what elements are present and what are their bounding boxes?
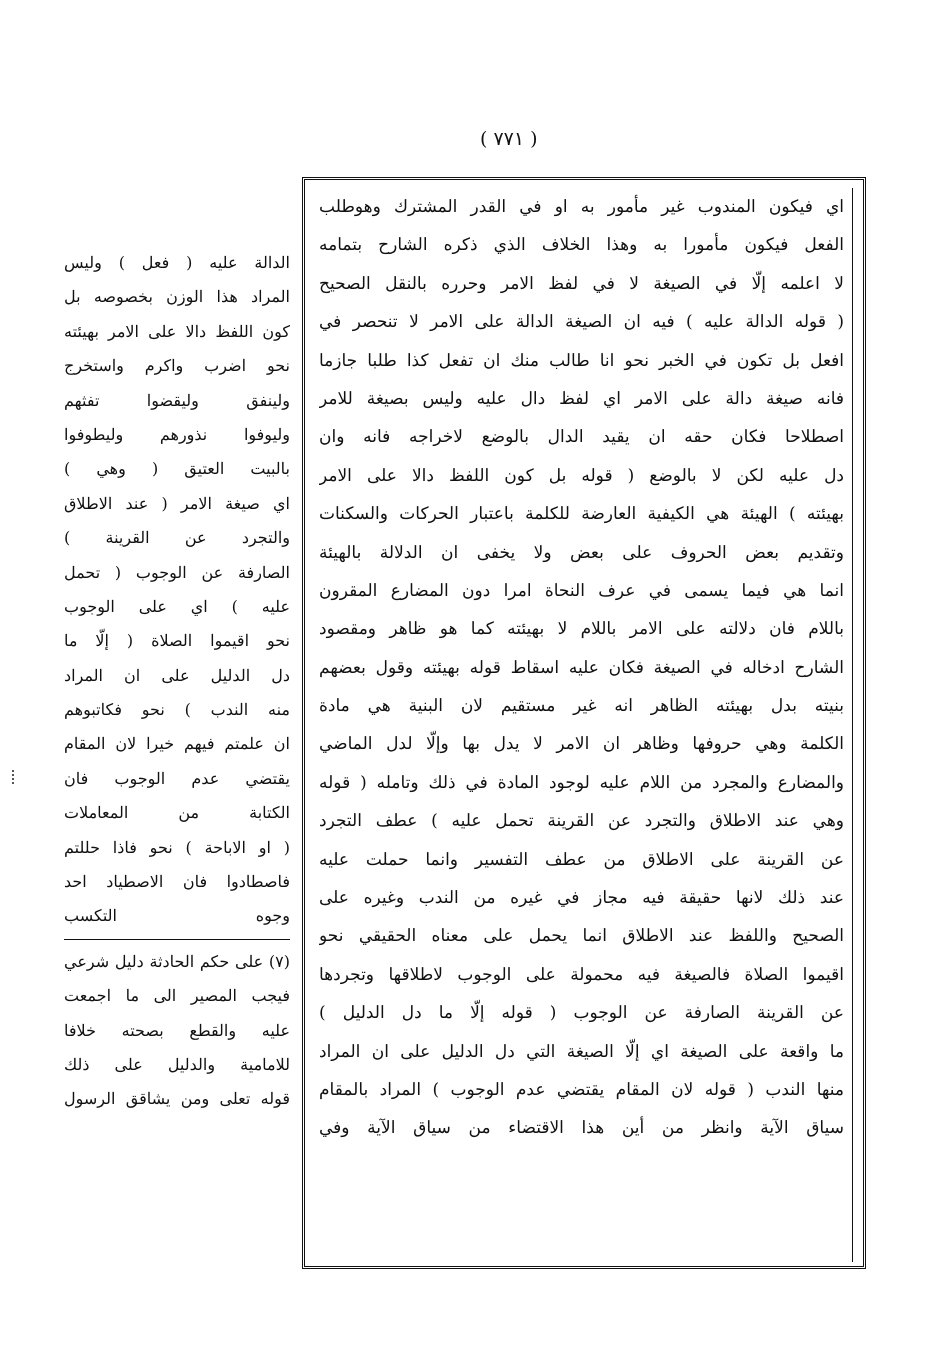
text-line: اي فيكون المندوب غير مأمور به او في القدر المشترك وهوطلب (319, 197, 844, 217)
text-line: عن القرينة على الاطلاق من عطف التفسير وانما حملت عليه (319, 849, 844, 870)
text-line: اقيموا الصلاة فالصيغة فيه محمولة على الوجوب لاطلاقها وتجردها (319, 964, 844, 985)
text-line: افعل بل تكون في الخبر نحو انا طالب منك ان تفعل كذا طلبا جازما (319, 350, 844, 371)
text-line: سياق الآية وانظر من أين هذا الاقتضاء من سياق الآية وفي (319, 1118, 844, 1139)
margin-text-line: ان علمتم فيهم خيرا لان المقام (64, 734, 290, 754)
margin-text-line: الصارفة عن الوجوب ( تحمل (64, 562, 290, 582)
margin-text-line: الكتابة من المعاملات (64, 803, 290, 823)
margin-text-line: ( او الاباحة ) نحو فاذا حللتم (64, 837, 290, 857)
text-line: الشارح ادخاله في الصيغة فكان عليه اسقاط قوله بهيئته وقول بعضهم (319, 657, 844, 678)
footnote-line: قوله تعلى ومن يشاقق الرسول (64, 1089, 290, 1109)
text-line: بنيته بدل بهيئته الظاهر انه غير مستقيم لان البنية هي مادة (319, 696, 844, 717)
text-line: اصطلاحا فكان حقه ان يقيد الدال بالوضع لاخراجه فانه وان (319, 427, 844, 448)
text-line: فانه صيغة دالة على الامر اي لفظ دال عليه وليس بصيغة للامر (319, 388, 844, 409)
text-line: باللام فان دلالته على الامر باللام لا بهيئته كما هو ظاهر ومقصود (319, 619, 844, 640)
margin-text-line: الدالة عليه ( فعل ) وليس (64, 253, 290, 272)
text-line: ما واقعة على الصيغة اي إلّا الصيغة التي دل الدليل على ان المراد (319, 1041, 844, 1062)
text-line: دل عليه لكن لا بالوضع ( قوله بل كون اللفظ دالا على الامر (319, 465, 844, 486)
text-line: عن القرينة الصارفة عن الوجوب ( قوله إلّا ما دل الدليل ) (319, 1003, 844, 1024)
margin-text-line: فاصطادوا فان الاصطياد احد (64, 872, 290, 892)
margin-text-line: وجوه التكسب (64, 906, 290, 926)
margin-text-line: دل الدليل على ان المراد (64, 665, 290, 685)
margin-text-line: المراد هذا الوزن بخصوصه بل (64, 287, 290, 307)
text-line: عند ذلك لانها حقيقة فيه مجاز في غيره من الندب وغيره على (319, 888, 844, 909)
text-line: منها الندب ( قوله لان المقام يقتضي عدم الوجوب ) المراد بالمقام (319, 1079, 844, 1100)
margin-text-line: والتجرد عن القرينة ) (64, 528, 290, 548)
margin-text-line: يقتضي عدم الوجوب فان (64, 768, 290, 788)
margin-text-line: بالبيت العتيق ( وهي ) (64, 459, 290, 479)
margin-text-line: منه الندب ) نحو فكاتبوهم (64, 700, 290, 720)
text-line: الصحيح واللفظ عند الاطلاق انما يحمل على معناه الحقيقي نحو (319, 926, 844, 947)
commentary-frame (302, 177, 866, 1269)
footnote-divider (64, 939, 290, 940)
text-line: الفعل فيكون مأمورا به وهذا الخلاف الذي ذكره الشارح بتمامه (319, 235, 844, 256)
margin-footnote (64, 945, 290, 1117)
margin-text-line: اي صيغة الامر ( عند الاطلاق (64, 493, 290, 513)
text-line: وهي عند الاطلاق والتجرد عن القرينة تحمل عليه ) عطف التجرد (319, 811, 844, 832)
text-line: انما هي فيما يسمى في عرف النحاة امرا دون المضارع المقرون (319, 580, 844, 601)
margin-text-column (64, 246, 290, 1266)
footnote-line: فيجب المصير الى ما اجمعت (64, 986, 290, 1006)
commentary-text (319, 188, 853, 1262)
margin-main-text (64, 246, 290, 934)
margin-text-line: ولينفق وليقضوا تفثهم (64, 390, 290, 410)
margin-text-line: كون اللفظ دالا على الامر بهيئته (64, 321, 290, 341)
footnote-line: عليه والقطع بصحته خلافا (64, 1020, 290, 1040)
text-line: الكلمة وهي حروفها وظاهر ان الامر لا يدل بها وإلّا لدل الماضي (319, 734, 844, 755)
margin-text-line: نحو اضرب واكرم واستخرج (64, 356, 290, 376)
text-line: والمضارع والمجرد من اللام عليه لوجود المادة في ذلك وتامله ( قوله (319, 772, 844, 793)
text-line: بهيئته ) الهيئة هي الكيفية العارضة للكلمة باعتبار الحركات والسكنات (319, 504, 844, 525)
margin-text-line: عليه ) اي على الوجوب (64, 596, 290, 616)
margin-mark (12, 770, 18, 784)
margin-text-line: نحو اقيموا الصلاة ( إلّا ما (64, 631, 290, 651)
footnote-line: للامامية والدليل على ذلك (64, 1054, 290, 1074)
text-line: وتقديم بعض الحروف على بعض ولا يخفى ان الدلالة بالهيئة (319, 542, 844, 563)
margin-text-line: وليوفوا نذورهم وليطوفوا (64, 424, 290, 444)
page-number: ( ٧٧١ ) (480, 128, 538, 150)
footnote-line: (٧) على حكم الحادثة دليل شرعي (64, 951, 290, 971)
text-line: لا اعلمه إلّا في الصيغة لا في لفظ الامر وحرره بالنقل الصحيح (319, 273, 844, 294)
text-line: ( قوله الدالة عليه ) فيه ان الصيغة الدالة على الامر لا تنحصر في (319, 312, 844, 333)
